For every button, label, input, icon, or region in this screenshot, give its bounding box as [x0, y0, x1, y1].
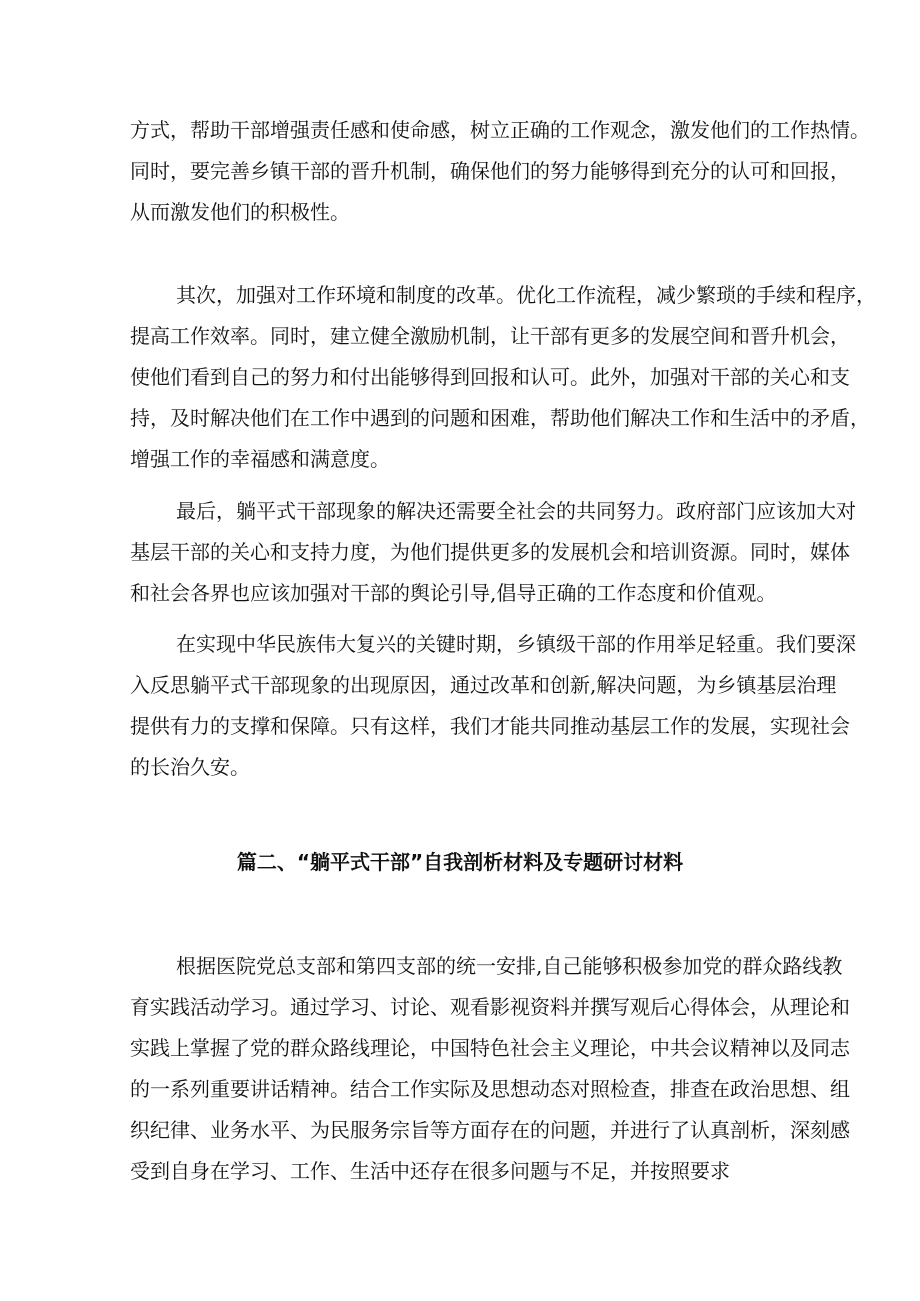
paragraph-5-line-1: 根据医院党总支部和第四支部的统一安排,自己能够积极参加党的群众路线教: [176, 954, 843, 978]
paragraph-3-line-3: 和社会各界也应该加强对干部的舆论引导,倡导正确的工作态度和价值观。: [130, 581, 777, 605]
paragraph-4-line-1: 在实现中华民族伟大复兴的关键时期，乡镇级干部的作用举足轻重。我们要深: [176, 632, 856, 656]
paragraph-2-line-2: 提高工作效率。同时，建立健全激励机制，让干部有更多的发展空间和晋升机会，: [130, 324, 850, 348]
paragraph-2-line-3: 使他们看到自己的努力和付出能够得到回报和认可。此外，加强对干部的关心和支: [130, 365, 850, 389]
paragraph-2-line-5: 增强工作的幸福感和满意度。: [130, 447, 390, 471]
paragraph-5-line-3: 实践上掌握了党的群众路线理论，中国特色社会主义理论，中共会议精神以及同志: [130, 1036, 850, 1060]
paragraph-5-line-6: 受到自身在学习、工作、生活中还存在很多问题与不足，并按照要求: [130, 1159, 730, 1183]
paragraph-3-line-1: 最后，躺平式干部现象的解决还需要全社会的共同努力。政府部门应该加大对: [176, 499, 856, 523]
paragraph-4-line-4: 的长治久安。: [130, 755, 250, 779]
paragraph-2-line-1: 其次，加强对工作环境和制度的改革。优化工作流程，减少繁琐的手续和程序，: [176, 283, 876, 307]
paragraph-3-line-2: 基层干部的关心和支持力度，为他们提供更多的发展机会和培训资源。同时，媒体: [130, 540, 850, 564]
paragraph-2-line-4: 持，及时解决他们在工作中遇到的问题和困难，帮助他们解决工作和生活中的矛盾，: [130, 406, 870, 430]
paragraph-1-line-3: 从而激发他们的积极性。: [130, 200, 350, 224]
paragraph-5-line-2: 育实践活动学习。通过学习、讨论、观看影视资料并撰写观后心得体会，从理论和: [130, 995, 850, 1019]
paragraph-1-line-2: 同时，要完善乡镇干部的晋升机制，确保他们的努力能够得到充分的认可和回报，: [130, 159, 850, 183]
paragraph-1-line-1: 方式，帮助干部增强责任感和使命感，树立正确的工作观念，激发他们的工作热情。: [130, 118, 870, 142]
paragraph-5-line-5: 织纪律、业务水平、为民服务宗旨等方面存在的问题，并进行了认真剖析，深刻感: [130, 1118, 850, 1142]
paragraph-4-line-2: 入反思躺平式干部现象的出现原因，通过改革和创新,解决问题，为乡镇基层治理: [130, 673, 837, 697]
paragraph-4-line-3: 提供有力的支撑和保障。只有这样，我们才能共同推动基层工作的发展，实现社会: [130, 714, 850, 738]
paragraph-5-line-4: 的一系列重要讲话精神。结合工作实际及思想动态对照检查，排查在政治思想、组: [130, 1077, 850, 1101]
section-heading: 篇二、“躺平式干部”自我剖析材料及专题研讨材料: [236, 850, 684, 874]
